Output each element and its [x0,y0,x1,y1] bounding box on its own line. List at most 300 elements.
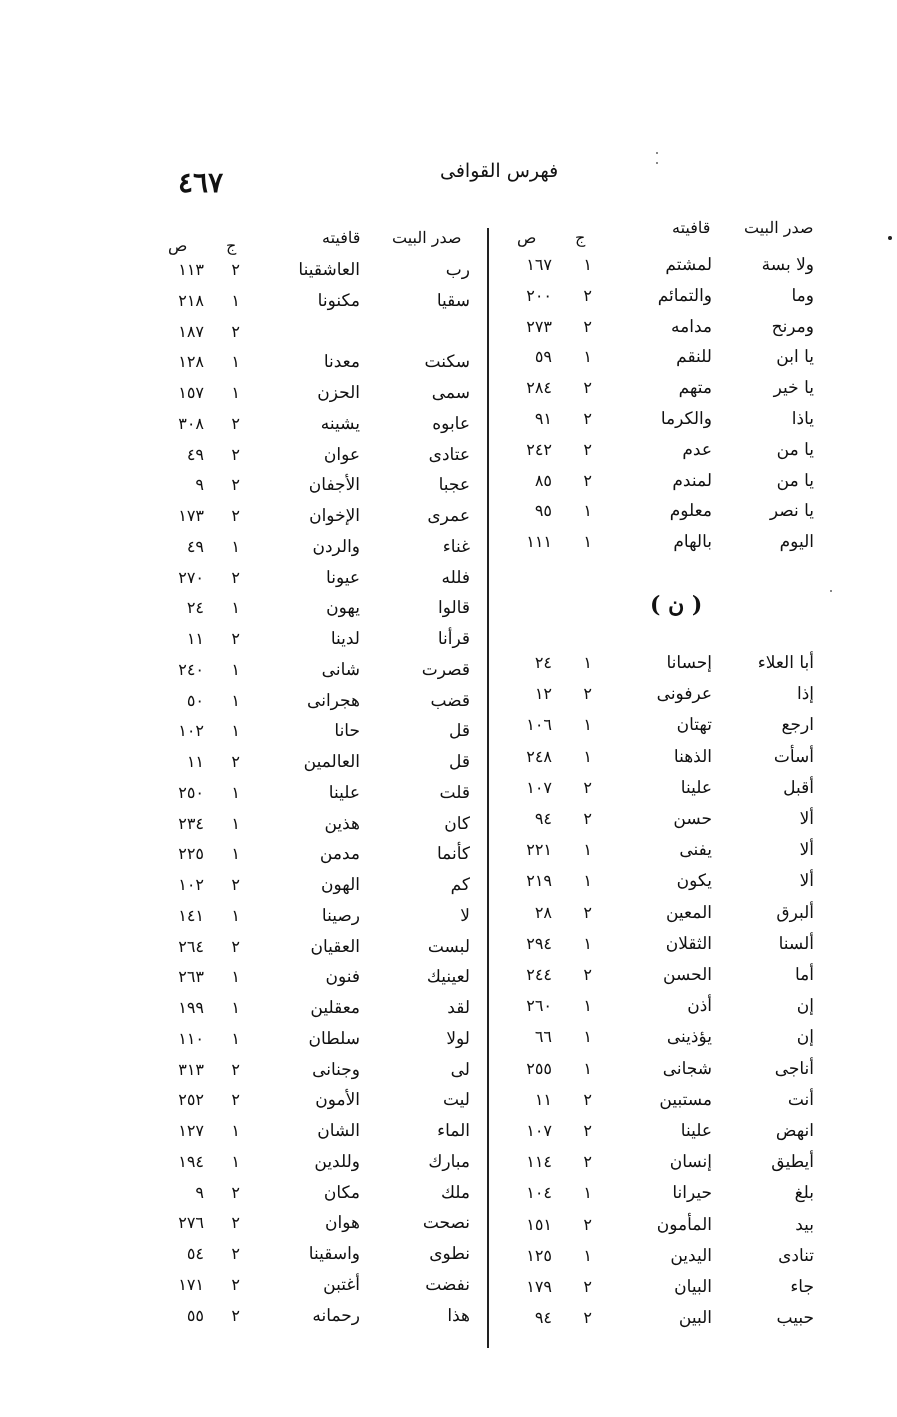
vol-cell: ٢ [231,506,240,525]
index-row [0,809,897,839]
page-cell: ٥٤ [186,1244,204,1263]
vol-cell: ١ [583,532,592,552]
rhyme-cell: يهون [326,598,360,619]
rhyme-cell: وجنانى [312,1059,360,1080]
vol-cell: ١ [231,967,240,987]
start-cell: قلت [439,782,470,803]
page-cell: ١٠٤ [526,1183,552,1203]
page-cell: ٢٥٠ [178,782,204,802]
vol-cell: ١ [583,933,592,953]
index-row [0,1024,897,1054]
start-cell: إذا [796,684,814,705]
vol-cell: ٢ [583,1152,592,1172]
index-row [0,501,897,531]
vol-cell: ١ [231,598,240,618]
rhyme-cell: يكون [676,871,712,892]
start-cell: يا ابن [776,347,814,368]
index-row [0,347,897,377]
page-cell: ٢٤٨ [526,746,552,766]
page-cell: ٩ [195,1182,204,1202]
start-cell: أقبل [783,777,814,798]
rhyme-cell: لمشتم [665,255,712,275]
index-row [0,1147,897,1177]
page-cell: ٩٤ [534,1308,552,1328]
vol-cell: ١ [231,352,240,372]
rhyme-cell: عدم [682,439,712,460]
start-cell: أنت [787,1089,814,1110]
rhyme-cell: واسقينا [308,1244,360,1264]
rhyme-cell: والردن [312,536,360,557]
page-cell: ٤٩ [186,536,204,556]
rhyme-cell: عوان [323,444,360,465]
rhyme-cell: البين [678,1308,712,1329]
index-row [0,593,897,623]
rhyme-cell: لدينا [330,629,360,649]
index-row [0,1116,897,1146]
index-row [0,378,897,408]
vol-cell: ٢ [231,1274,240,1294]
index-row [0,747,897,777]
page-cell: ٥٠ [186,690,204,710]
start-cell: نطوى [429,1244,470,1264]
vol-cell: ١ [231,905,240,925]
start-cell: سكنت [424,352,470,373]
index-row [0,470,897,500]
page-cell: ٢٦٠ [526,996,552,1016]
start-cell: أما [794,965,814,985]
page-cell: ١٠٢ [178,875,204,894]
rhyme-cell: سلطان [308,1028,360,1049]
page-cell: ١٦٧ [526,255,552,274]
start-cell: نصحت [422,1213,470,1234]
rhyme-cell: شانى [321,659,360,680]
page-cell: ١٩٤ [178,1151,204,1171]
page-cell: ١٢ [534,684,552,704]
index-row [0,778,897,808]
start-cell: قل [448,752,470,772]
start-cell: أيطيق [771,1152,814,1173]
vol-cell: ١ [583,1058,592,1078]
page-cell: ٢٨ [534,902,552,922]
rhyme-cell: المعين [665,902,712,923]
vol-cell: ٢ [231,1182,240,1202]
start-cell: يا خير [773,378,814,399]
vol-cell: ٢ [583,285,592,305]
start-cell: ألبرق [776,902,814,923]
index-row [0,563,897,593]
page-cell: ٥٩ [534,347,552,367]
start-cell: سقيا [436,290,470,311]
vol-cell: ٢ [231,1090,240,1110]
start-cell: ليت [442,1090,470,1111]
start-cell: أسأت [773,746,814,767]
vol-cell: ١ [231,290,240,310]
vol-cell: ٢ [231,875,240,894]
rhyme-cell: والتمائم [657,285,712,306]
start-cell: عابوه [432,413,470,434]
section-label-nun: ( ن ) [650,592,703,618]
start-cell: نفضت [425,1274,470,1295]
vol-cell: ٢ [583,965,592,984]
start-cell: جاء [790,1277,814,1297]
page-cell: ١٧١ [178,1274,204,1294]
start-cell: رب [445,260,470,280]
page-cell: ٤٩ [186,444,204,464]
rhyme-cell: فنون [325,967,360,988]
page-cell: ٢٤٠ [178,659,204,679]
vol-cell: ٢ [583,1308,592,1328]
right-header-vol: ج [575,228,586,247]
rhyme-cell: الذهنا [673,746,712,767]
rhyme-cell: العالمين [303,752,360,772]
vol-cell: ٢ [231,1305,240,1325]
vol-cell: ٢ [231,1059,240,1079]
margin-dot [888,236,892,240]
page-cell: ٢٦٤ [178,936,204,956]
index-row [0,409,897,439]
rhyme-cell: الأمون [315,1090,360,1111]
vol-cell: ٢ [231,413,240,433]
vol-cell: ٢ [231,567,240,587]
rhyme-cell: إحسانا [666,653,712,673]
start-cell: عجبا [438,475,470,496]
rhyme-cell: والكرما [660,409,712,429]
page-title: فهرس القوافى [440,160,559,182]
rhyme-cell: حانا [334,721,360,742]
index-row [0,962,897,992]
index-row [0,1270,897,1300]
page-cell: ١١١ [526,532,552,552]
start-cell: قرأنا [437,629,470,649]
start-cell: كم [450,875,470,895]
rhyme-cell: مكان [323,1182,360,1203]
start-cell: قالوا [438,598,470,619]
page-cell: ١٢٥ [526,1245,552,1265]
vol-cell: ٢ [583,409,592,428]
page-cell: ١١٠ [178,1028,204,1048]
page-cell: ٩٤ [534,809,552,828]
start-cell: إن [796,1027,814,1048]
rhyme-cell: الحزن [317,383,360,403]
page-cell: ٢٤٢ [526,439,552,459]
start-cell: انهض [775,1121,814,1141]
rhyme-cell: شجانى [662,1058,712,1079]
page-cell: ٢١٩ [526,871,552,891]
rhyme-cell: الإخوان [309,506,360,526]
start-cell: لقد [447,998,470,1018]
rhyme-cell: يشينه [320,413,360,434]
rhyme-cell: معلوم [669,501,712,522]
page-cell: ٢٩٤ [526,933,552,953]
page-cell: ١٠٧ [526,1121,552,1140]
rhyme-cell: عيونا [326,567,360,588]
start-cell: عمرى [427,506,470,526]
start-cell: لا [460,905,470,926]
rhyme-cell: حيرانا [672,1183,712,1204]
page-cell: ٩١ [534,409,552,428]
rhyme-cell: لمندم [672,470,712,491]
vol-cell: ٢ [583,777,592,797]
index-row [0,1085,897,1115]
rhyme-cell: معقلين [310,998,360,1018]
rhyme-cell: البيان [674,1277,712,1297]
start-cell: لولا [446,1028,470,1049]
page-cell: ٢٠٠ [526,285,552,305]
vol-cell: ١ [231,1151,240,1171]
right-header-rhyme: قافيته [672,218,711,237]
rhyme-cell: حسن [673,809,712,829]
rhyme-cell: الشان [317,1121,360,1141]
rhyme-cell: اليدين [670,1245,712,1266]
page-cell: ٦٦ [534,1027,552,1047]
index-row [0,655,897,685]
start-cell: ألا [799,840,814,861]
start-cell: قصرت [421,659,470,680]
vol-cell: ١ [231,1121,240,1140]
page-cell: ١٠٦ [526,715,552,735]
start-cell: الماء [437,1121,470,1141]
right-header-start: صدر البيت [744,218,814,237]
page-cell: ٢٤ [186,598,204,618]
start-cell: ياذا [791,409,814,429]
rhyme-cell: الحسن [663,965,712,985]
page-cell: ١١٣ [178,260,204,279]
index-row [0,255,897,285]
start-cell: ارجع [781,715,814,736]
vol-cell: ١ [583,871,592,891]
rhyme-cell: علينا [680,1121,712,1141]
start-cell: يا من [776,470,814,491]
start-cell: حبيب [776,1308,814,1329]
vol-cell: ١ [583,840,592,860]
right-header-page: ص [517,228,537,247]
page-cell: ١١ [534,1089,552,1109]
page-cell: ٩٥ [534,501,552,521]
rhyme-cell: مدمن [319,844,360,865]
vol-cell: ١ [583,715,592,735]
page-cell: ٣١٣ [178,1059,204,1079]
vol-cell: ١ [231,690,240,710]
rhyme-cell: مكنونا [317,290,360,311]
index-row [0,839,897,869]
vol-cell: ١ [583,1245,592,1265]
page-number: ٤٦٧ [178,166,224,199]
vol-cell: ٢ [231,1213,240,1233]
start-cell: يا نصر [769,501,814,522]
page-cell: ٢٢١ [526,840,552,860]
index-row [0,686,897,716]
rhyme-cell: متهم [678,378,712,399]
speck [656,162,658,164]
rhyme-cell: رصينا [321,905,360,926]
start-cell: اليوم [779,532,814,553]
page-cell: ٣٠٨ [178,413,204,433]
index-row [0,532,897,562]
index-row [0,1178,897,1208]
index-row [0,286,897,316]
vol-cell: ١ [583,746,592,766]
rhyme-cell: يؤذينى [666,1027,712,1048]
index-row [0,1055,897,1085]
left-header-vol: ج [226,236,237,255]
vol-cell: ١ [231,813,240,833]
index-row [0,993,897,1023]
rhyme-cell: إنسان [669,1152,712,1173]
vol-cell: ٢ [583,378,592,398]
start-cell: لبست [427,936,470,957]
page-cell: ١١ [186,752,204,771]
start-cell: أبا العلاء [757,653,814,673]
page-cell: ١٢٧ [178,1121,204,1140]
rhyme-cell: مستبين [659,1089,712,1110]
page-cell: ١١٤ [526,1152,552,1172]
rhyme-cell: للنقم [676,347,712,368]
page-cell: ١٨٧ [178,321,204,341]
start-cell: سمى [431,383,470,403]
page-cell: ٢٧٣ [526,316,552,336]
page-cell: ١٧٣ [178,506,204,525]
rhyme-cell: تهتان [676,715,712,736]
rhyme-cell: المأمون [656,1214,712,1235]
left-header-page: ص [168,236,188,255]
vol-cell: ١ [231,1028,240,1048]
start-cell: بيد [795,1214,814,1235]
speck [656,152,658,154]
left-header-start: صدر البيت [392,228,462,247]
rhyme-cell: وللدين [314,1151,360,1172]
start-cell: عتادى [428,444,470,465]
vol-cell: ٢ [231,1244,240,1263]
vol-cell: ٢ [231,752,240,771]
vol-cell: ٢ [231,444,240,464]
rhyme-cell: أذن [687,996,712,1017]
vol-cell: ٢ [583,902,592,922]
page-cell: ١٥١ [526,1214,552,1234]
vol-cell: ١ [583,653,592,672]
vol-cell: ١ [583,1027,592,1047]
page-cell: ٢٢٥ [178,844,204,864]
start-cell: مبارك [428,1151,470,1172]
start-cell: ومرنح [771,316,814,337]
start-cell: هذا [447,1305,470,1326]
rhyme-cell: الأجفان [308,475,360,496]
vol-cell: ١ [231,383,240,402]
index-row [0,870,897,900]
vol-cell: ١ [583,347,592,367]
start-cell: يا من [776,439,814,460]
rhyme-cell: مدامه [671,316,712,337]
page-cell: ١٠٧ [526,777,552,797]
vol-cell: ١ [583,255,592,274]
start-cell: إن [796,996,814,1017]
page-cell: ١٥٧ [178,383,204,402]
vol-cell: ١ [231,998,240,1017]
vol-cell: ٢ [231,475,240,495]
page-cell: ٢٥٥ [526,1058,552,1078]
rhyme-cell: علينا [328,782,360,803]
start-cell: وما [791,285,814,306]
vol-cell: ١ [231,536,240,556]
left-header-rhyme: قافيته [322,228,361,247]
index-row [0,716,897,746]
page-cell: ١٩٩ [178,998,204,1017]
vol-cell: ١ [583,1183,592,1203]
vol-cell: ٢ [583,809,592,828]
start-cell: قضب [430,690,470,711]
vol-cell: ٢ [583,1121,592,1140]
page-cell: ١٤١ [178,905,204,925]
page-cell: ٢٨٤ [526,378,552,398]
index-row [0,1301,897,1331]
vol-cell: ٢ [583,1089,592,1109]
rhyme-cell: هوان [325,1213,360,1234]
page-cell: ٢١٨ [178,290,204,310]
start-cell: كأنما [436,844,470,865]
start-cell: ألسنا [778,933,814,954]
vol-cell: ١ [231,782,240,802]
rhyme-cell: هذين [324,813,360,834]
start-cell: بلغ [794,1183,814,1204]
rhyme-cell: معدنا [323,352,360,373]
vol-cell: ١ [231,659,240,679]
page-cell: ١٧٩ [526,1277,552,1296]
rhyme-cell: العاشقينا [298,260,360,280]
rhyme-cell: بالهام [673,532,712,553]
start-cell: قل [448,721,470,742]
index-row [0,932,897,962]
vol-cell: ٢ [231,936,240,956]
page-cell: ٢٦٣ [178,967,204,987]
start-cell: لى [450,1059,470,1080]
start-cell: كان [444,813,470,834]
page-cell: ٢٧٦ [178,1213,204,1233]
start-cell: غناء [442,536,470,557]
page-cell: ٢٧٠ [178,567,204,587]
page-cell: ١١ [186,629,204,648]
vol-cell: ٢ [583,439,592,459]
start-cell: ولا بسة [761,255,814,275]
index-row [0,317,897,347]
start-cell: ألا [799,871,814,892]
page-cell: ٢٥٢ [178,1090,204,1110]
start-cell: تنادى [778,1245,814,1266]
vol-cell: ٢ [583,470,592,490]
vol-cell: ٢ [583,316,592,336]
rhyme-cell: العقيان [310,936,360,957]
page-cell: ٥٥ [186,1305,204,1325]
start-cell: لعينيك [426,967,470,988]
rhyme-cell: يفنى [679,840,712,861]
page-cell: ٢٤٤ [526,965,552,984]
vol-cell: ٢ [583,1277,592,1296]
rhyme-cell: رحمانه [312,1305,360,1326]
page-cell: ٩ [195,475,204,495]
rhyme-cell: عرفونى [656,684,712,705]
index-row [0,440,897,470]
rhyme-cell: الهون [320,875,360,895]
page-cell: ٢٤ [534,653,552,672]
start-cell: ملك [440,1182,470,1203]
page-cell: ٢٣٤ [178,813,204,833]
rhyme-cell: الثقلان [665,933,712,954]
vol-cell: ٢ [231,629,240,648]
vol-cell: ١ [583,996,592,1016]
rhyme-cell: هجرانى [307,690,360,711]
vol-cell: ١ [231,844,240,864]
start-cell: فلله [441,567,470,588]
index-row [0,1208,897,1238]
index-row [0,901,897,931]
